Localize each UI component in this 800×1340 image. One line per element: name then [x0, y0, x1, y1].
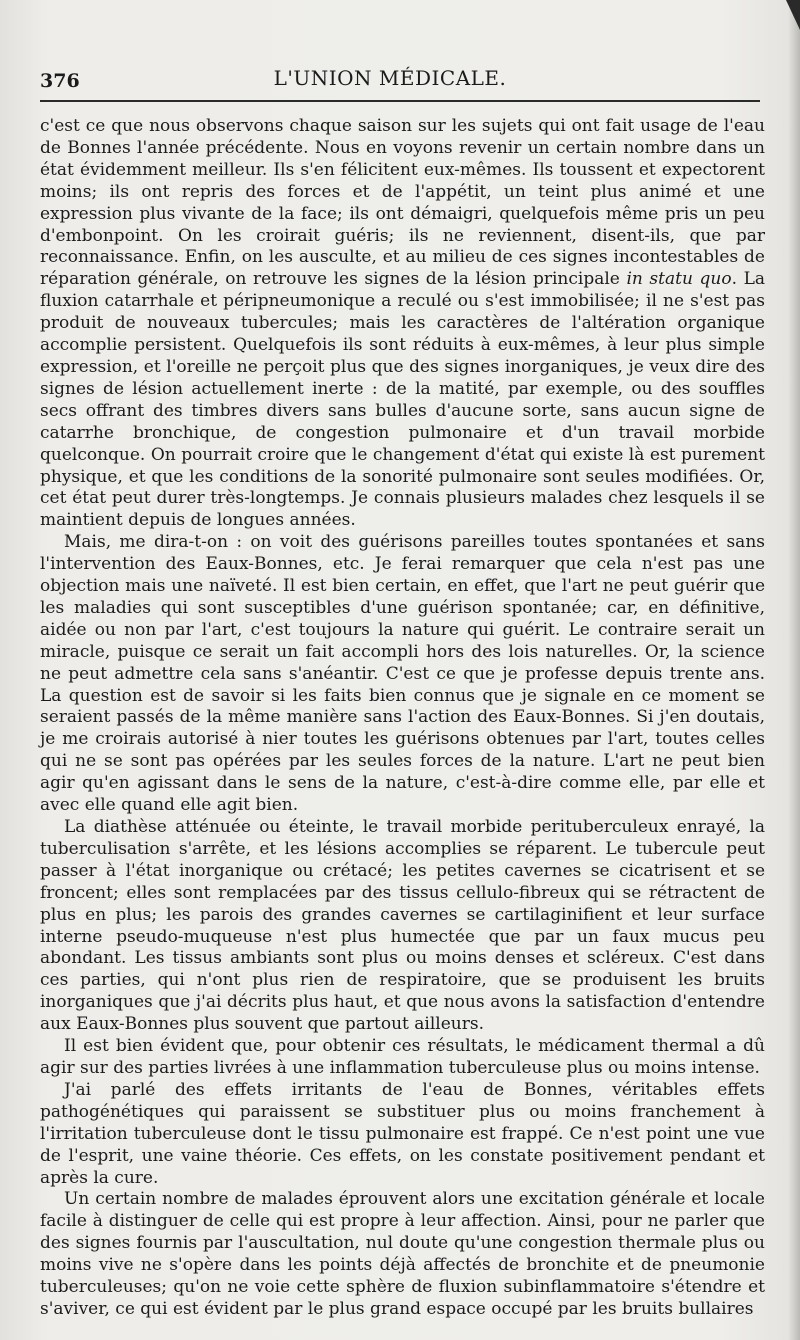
paragraph-1-text-b: . La fluxion catarrhale et péripneumonique a reculé ou s'est immobilisée; il ne s'est pas produit de nouveaux tubercules; mais les caractères de l'altération organique accomplie persistent. Quelquefois ils sont réduits à eux-mêmes, à leur plus simple expression, et l'oreille ne perçoit plus que des signes inorganiques, je veux dire des signes de lésion actuellement inerte : de la matité, par exemple, ou des souffles secs offrant des timbres divers sans bulles d'aucune sorte, sans aucun signe de catarrhe bronchique, de congestion pulmonaire et d'un travail morbide quelconque. On pourrait croire que le changement d'état qui existe là est purement physique, et que les conditions de la sonorité pulmonaire sont seules modifiées. Or, cet état peut durer très-longtemps. Je connais plusieurs malades chez lesquels il se maintient depuis de longues années. [40, 269, 765, 531]
running-title: L'UNION MÉDICALE. [273, 66, 507, 90]
paragraph-5: J'ai parlé des effets irritants de l'eau de Bonnes, véritables effets pathogénétiques qui paraissent se substituer plus ou moins franchement à l'irritation tuberculeuse dont le tissu pulmonaire est frappé. Ce n'est point une vue de l'esprit, une vaine théorie. Ces effets, on les constate positivement pendant et après la cure. [40, 1079, 765, 1188]
paragraph-1 [40, 116, 765, 532]
page-number: 376 [40, 70, 80, 92]
page-spine-shadow [788, 0, 800, 1340]
latin-phrase: in statu quo [626, 269, 732, 290]
paragraph-1-text-a: c'est ce que nous observons chaque saison sur les sujets qui ont fait usage de l'eau de Bonnes l'année précédente. Nous en voyons revenir un certain nombre dans un état évidemment meilleur. Ils s'en félicitent eux-mêmes. Ils toussent et expectorent moins; ils ont repris des forces et de l'appétit, un teint plus animé et une expression plus vivante de la face; ils ont démaigri, quelquefois même pris un peu d'embonpoint. On les croirait guéris; ils ne reviennent, disent-ils, que par reconnaissance. Enfin, on les ausculte, et au milieu de ces signes incontestables de réparation générale, on retrouve les signes de la lésion principale [40, 116, 765, 290]
paragraph-6: Un certain nombre de malades éprouvent alors une excitation générale et locale facile à distinguer de celle qui est propre à leur affection. Ainsi, pour ne parler que des signes fournis par l'auscultation, nul doute qu'une congestion thermale plus ou moins vive ne s'opère dans les points déjà affectés de bronchite et de pneumonie tuberculeuses; qu'on ne voie cette sphère de fluxion subinflammatoire s'étendre et s'aviver, ce qui est évident par le plus grand espace occupé par les bruits bullaires [40, 1189, 765, 1319]
header-rule [40, 100, 760, 102]
page-header [40, 64, 740, 94]
paragraph-2: Mais, me dira-t-on : on voit des guérisons pareilles toutes spontanées et sans l'intervention des Eaux-Bonnes, etc. Je ferai remarquer que cela n'est pas une objection mais une naïveté. Il est bien certain, en effet, que l'art ne peut guérir que les maladies qui sont susceptibles d'une guérison spontanée; car, en définitive, aidée ou non par l'art, c'est toujours la nature qui guérit. Le contraire serait un miracle, puisque ce serait un fait accompli hors des lois naturelles. Or, la science ne peut admettre cela sans s'anéantir. C'est ce que je professe depuis trente ans. La question est de savoir si les faits bien connus que je signale en ce moment se seraient passés de la même manière sans l'action des Eaux-Bonnes. Si j'en doutais, je me croirais autorisé à nier toutes les guérisons obtenues par l'art, toutes celles qui ne se sont pas opérées par les seules forces de la nature. L'art ne peut bien agir qu'en agissant dans le sens de la nature, c'est-à-dire comme elle, par elle et avec elle quand elle agit bien. [40, 532, 765, 816]
paragraph-4: Il est bien évident que, pour obtenir ces résultats, le médicament thermal a dû agir sur des parties livrées à une inflammation tuberculeuse plus ou moins intense. [40, 1036, 765, 1078]
paragraph-3: La diathèse atténuée ou éteinte, le travail morbide perituberculeux enrayé, la tuberculisation s'arrête, et les lésions accomplies se réparent. Le tubercule peut passer à l'état inorganique ou crétacé; les petites cavernes se cicatrisent et se froncent; elles sont remplacées par des tissus cellulo-fibreux qui se rétractent de plus en plus; les parois des grandes cavernes se cartilaginifient et leur surface interne pseudo-muqueuse n'est plus humectée que par un faux mucus peu abondant. Les tissus ambiants sont plus ou moins denses et scléreux. C'est dans ces parties, qui n'ont plus rien de respiratoire, que se produisent les bruits inorganiques que j'ai décrits plus haut, et que nous avons la satisfaction d'entendre aux Eaux-Bonnes plus souvent que partout ailleurs. [40, 817, 765, 1035]
page-corner [786, 0, 800, 30]
body-text [40, 116, 765, 1321]
